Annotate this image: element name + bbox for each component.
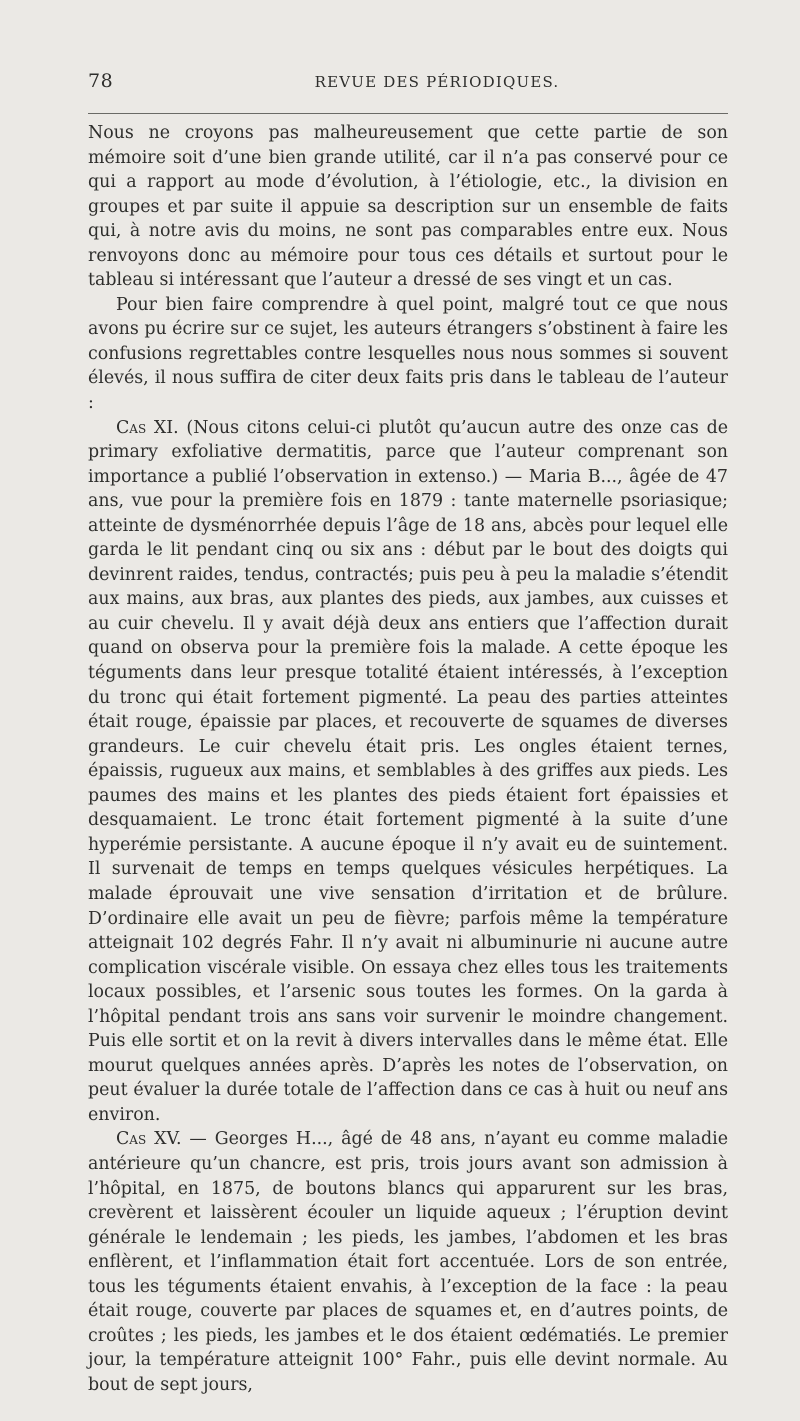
paragraph-text: — Georges H..., âgé de 48 ans, n’ayant eu comme maladie antérieure qu’un chancre, est pris, trois jours avant son admission à l’hôpital, en 1875, de boutons blancs qui apparurent sur les bras, crevèrent et laissèrent écouler un liquide aqueux ; l’éruption devint générale le lendemain ; les pieds, les jambes, l’abdomen et les bras enflèrent, et l’inflammation était fort accentuée. Lors de son entrée, tous les téguments étaient envahis, à l’exception de la face : la peau était rouge, couverte par places de squames et, en d’autres points, de croûtes ; les pieds, les jambes et le dos étaient œdématiés. Le premier jour, la température atteignit 100° Fahr., puis elle devint normale. Au bout de sept jours,	[88, 1129, 728, 1395]
paragraph-context	[88, 293, 728, 416]
running-title: REVUE DES PÉRIODIQUES.	[314, 73, 560, 91]
paragraph-case-xi	[88, 416, 728, 1128]
paragraph-text: Pour bien faire comprendre à quel point, malgré tout ce que nous avons pu écrire sur ce sujet, les auteurs étrangers s’obstinent à faire les confusions regrettables contre lesquelles nous nous sommes si souvent élevés, il nous suffira de citer deux faits pris dans le tableau de l’auteur :	[88, 294, 728, 414]
page-number: 78	[88, 70, 114, 92]
article-body	[88, 121, 728, 1397]
page-header	[88, 70, 726, 100]
case-heading: Cas XI.	[116, 417, 179, 438]
paragraph-case-xv	[88, 1127, 728, 1397]
paragraph-intro	[88, 121, 728, 293]
header-rule	[88, 113, 728, 114]
paragraph-text: Nous ne croyons pas malheureusement que cette partie de son mémoire soit d’une bien grande utilité, car il n’a pas conservé pour ce qui a rapport au mode d’évolution, à l’étiologie, etc., la division en groupes et par suite il appuie sa description sur un ensemble de faits qui, à notre avis du moins, ne sont pas comparables entre eux. Nous renvoyons donc au mémoire pour tous ces détails et surtout pour le tableau si intéressant que l’auteur a dressé de ses vingt et un cas.	[88, 123, 728, 291]
paragraph-text: (Nous citons celui-ci plutôt qu’aucun autre des onze cas de primary exfoliative dermatitis, parce que l’auteur comprenant son importance a publié l’observation in extenso.) — Maria B..., âgée de 47 ans, vue pour la première fois en 1879 : tante maternelle psoriasique; atteinte de dysménorrhée depuis l’âge de 18 ans, abcès pour lequel elle garda le lit pendant cinq ou six ans : début par le bout des doigts qui devinrent raides, tendus, contractés; puis peu à peu la maladie s’étendit aux mains, aux bras, aux plantes des pieds, aux jambes, aux cuisses et au cuir chevelu. Il y avait déjà deux ans entiers que l’affection durait quand on observa pour la première fois la malade. A cette époque les téguments dans leur presque totalité étaient intéressés, à l’exception du tronc qui était fortement pigmenté. La peau des parties atteintes était rouge, épaissie par places, et recouverte de squames de diverses grandeurs. Le cuir chevelu était pris. Les ongles étaient ternes, épaissis, rugueux aux mains, et semblables à des griffes aux pieds. Les paumes des mains et les plantes des pieds étaient fort épaissies et desquamaient. Le tronc était fortement pigmenté à la suite d’une hyperémie persistante. A aucune époque il n’y avait eu de suintement. Il survenait de temps en temps quelques vésicules herpétiques. La malade éprouvait une vive sensation d’irritation et de brûlure. D’ordinaire elle avait un peu de fièvre; parfois même la température atteignait 102 degrés Fahr. Il n’y avait ni albuminurie ni aucune autre complication viscérale visible. On essaya chez elles tous les traitements locaux possibles, et l’arsenic sous toutes les formes. On la garda à l’hôpital pendant trois ans sans voir survenir le moindre changement. Puis elle sortit et on la revit à divers intervalles dans le même état. Elle mourut quelques années après. D’après les notes de l’observation, on peut évaluer la durée totale de l’affection dans ce cas à huit ou neuf ans environ.	[88, 417, 728, 1125]
case-heading: Cas XV.	[116, 1129, 182, 1150]
